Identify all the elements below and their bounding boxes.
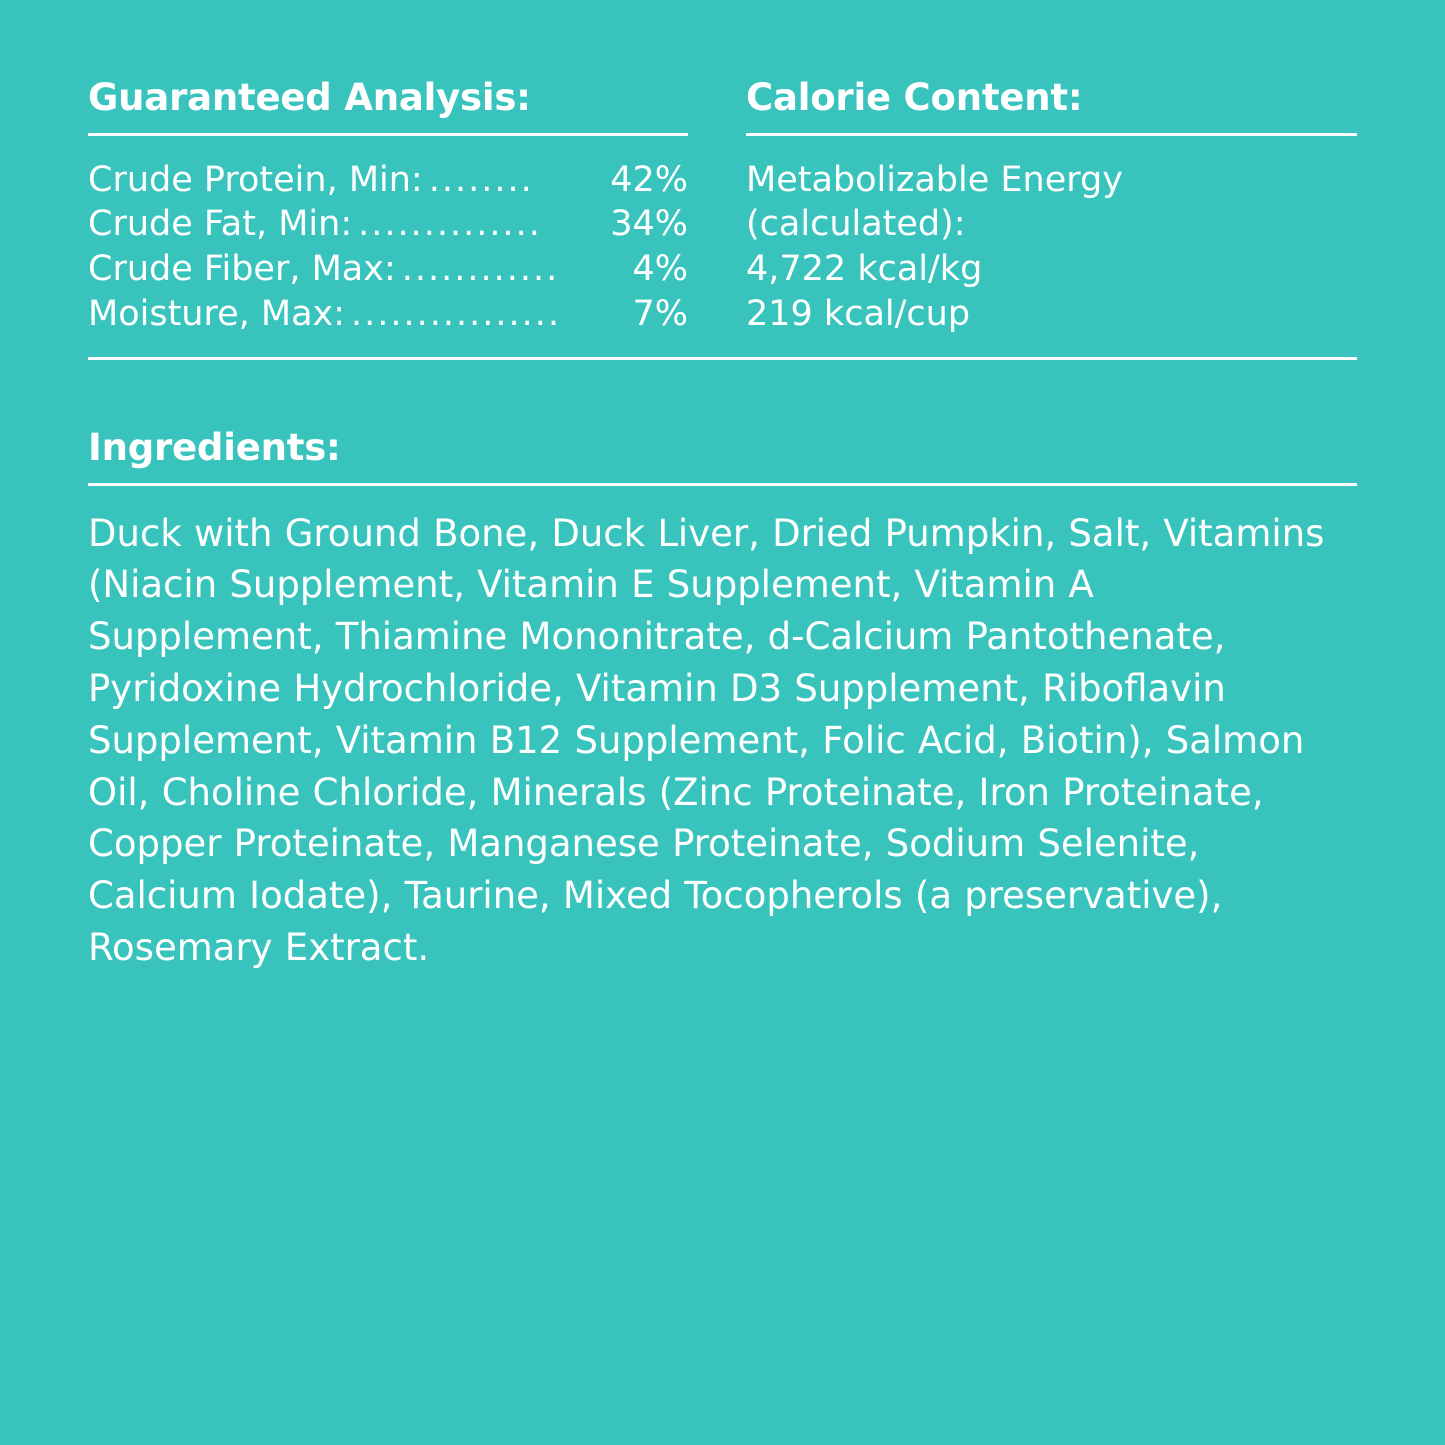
nutrient-label: Moisture, Max:	[88, 294, 346, 335]
nutrient-label: Crude Fat, Min:	[88, 204, 353, 245]
ingredients-divider	[88, 483, 1357, 486]
guaranteed-analysis-row	[88, 202, 688, 247]
nutrient-value: 42%	[610, 159, 688, 200]
nutrient-label: Crude Fiber, Max:	[88, 249, 396, 290]
guaranteed-analysis-title: Guaranteed Analysis:	[88, 76, 531, 119]
guaranteed-analysis-row	[88, 292, 688, 337]
calorie-content-divider	[746, 133, 1357, 136]
ingredients-title: Ingredients:	[88, 425, 341, 469]
guaranteed-analysis-section	[88, 78, 688, 337]
top-sections	[88, 78, 1357, 337]
leader-dots: ................	[351, 294, 562, 335]
ingredients-section	[88, 425, 1357, 974]
calorie-line: 219 kcal/cup	[746, 294, 971, 335]
nutrient-label: Crude Protein, Min:	[88, 159, 423, 200]
nutrient-value: 7%	[632, 294, 688, 335]
nutrient-value: 34%	[610, 204, 688, 245]
guaranteed-analysis-row	[88, 158, 688, 203]
calorie-content-section	[746, 78, 1357, 337]
nutrient-value: 4%	[632, 249, 688, 290]
calorie-line: Metabolizable Energy	[746, 159, 1123, 200]
leader-dots: ........	[428, 159, 534, 200]
leader-dots: ............	[401, 249, 560, 290]
guaranteed-analysis-row	[88, 247, 688, 292]
calorie-line: 4,722 kcal/kg	[746, 249, 983, 290]
calorie-content-title: Calorie Content:	[746, 76, 1083, 119]
top-sections-bottom-divider	[88, 357, 1357, 360]
calorie-line: (calculated):	[746, 204, 966, 245]
guaranteed-analysis-divider	[88, 133, 688, 136]
ingredients-text: Duck with Ground Bone, Duck Liver, Dried Pumpkin, Salt, Vitamins (Niacin Supplement, Vitamin E Supplement, Vitamin A Supplement, Thiamine Mononitrate, d-Calcium Pantothenate, Pyridoxine Hydrochloride, Vitamin D3 Supplement, Riboflavin Supplement, Vitamin B12 Supplement, Folic Acid, Biotin), Salmon Oil, Choline Chloride, Minerals (Zinc Proteinate, Iron Proteinate, Copper Proteinate, Manganese Proteinate, Sodium Selenite, Calcium Iodate), Taurine, Mixed Tocopherols (a preservative), Rosemary Extract.	[88, 511, 1325, 969]
leader-dots: ..............	[358, 204, 542, 245]
